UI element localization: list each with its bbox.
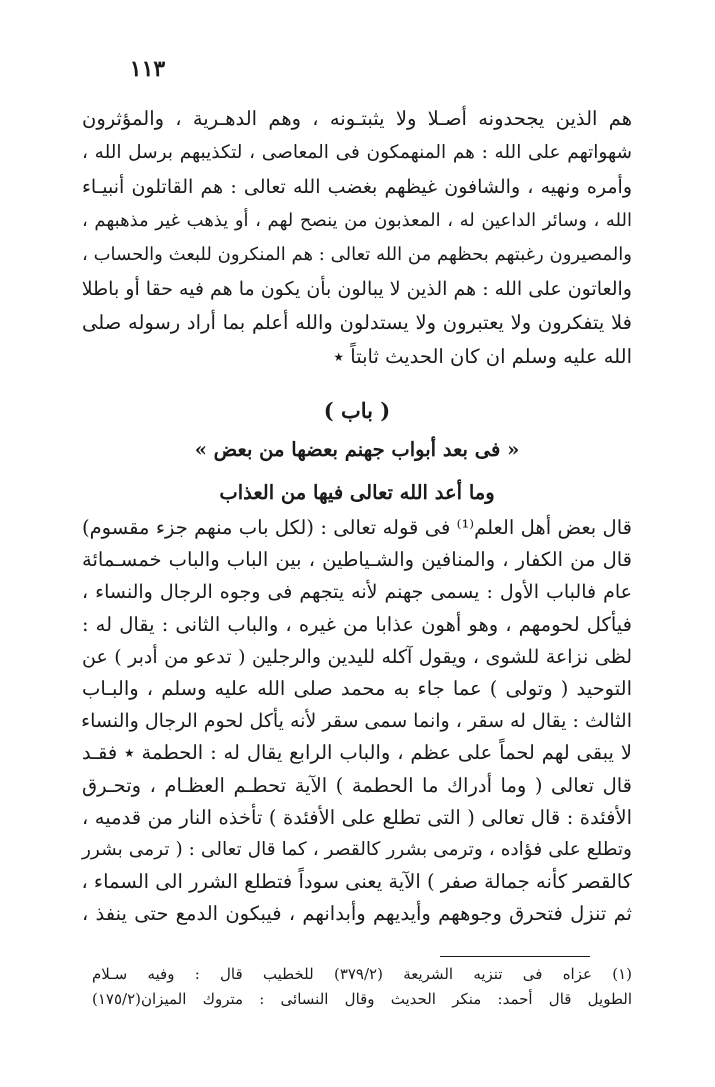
- text-line: قال بعض أهل العلم⁽¹⁾ فى قوله تعالى : (لكل باب منهم جزء مقسوم): [82, 516, 632, 539]
- text-line: عام فالباب الأول : يسمى جهنم لأنه يتجهم فى وجوه الرجال والنساء ،: [82, 581, 632, 604]
- footnote-line: (١) عزاه فى تنزيه الشريعة (٣٧٩/٢) للخطيب قال : وفيه سـلام: [92, 965, 632, 983]
- text-line: قال من الكفار ، والمنافين والشـياطين ، بين الباب والباب خمسـمائة: [82, 548, 632, 572]
- text-line: الأفئدة : قال تعالى ( التى تطلع على الأفئدة ) تأخذه النار من قدميه ،: [82, 805, 632, 829]
- text-line: فلا يتفكرون ولا يعتبرون ولا يستدلون والله أعلم بما أراد رسوله صلى: [82, 311, 632, 334]
- text-line: التوحيد ( وتولى ) عما جاء به محمد صلى الله عليه وسلم ، والبـاب: [82, 676, 632, 700]
- paragraph-1: [82, 102, 632, 374]
- paragraph-2: [82, 512, 632, 930]
- chapter-subtitle: وما أعد الله تعالى فيها من العذاب: [219, 481, 495, 504]
- text-line: الثالث : يقال له سقر ، وانما سمى سقر لأنه يأكل لحوم الرجال والنساء: [81, 710, 632, 733]
- text-line: وأمره ونهيه ، والشافون غيظهم بغضب الله تعالى : هم القاتلون أنبيـاء: [82, 176, 632, 198]
- text-line: والمصيرون رغبتهم بحظهم من الله تعالى : هم المنكرون للبعث والحساب ،: [82, 244, 632, 265]
- footnote: [92, 962, 632, 1012]
- text-line: كالقصر كأنه جمالة صفر ) الآية يعنى سوداً فتطلع الشرر الى السماء ،: [81, 870, 632, 894]
- text-line: فيأكل لحومهم ، وهو أهون عذابا من غيره ، والباب الثانى : يقال له :: [82, 612, 632, 636]
- text-line: قال تعالى ( وما أدراك ما الحطمة ) الآية تحطـم العظـام ، وتحـرق: [82, 773, 632, 797]
- text-line: الله ، وسائر الداعين له ، المعذبون من ينصح لهم ، أو يذهب غير مذهبهم ،: [82, 210, 632, 231]
- text-line: هم الذين يجحدونه أصـلا ولا يثبتـونه ، وهم الدهـرية ، والمؤثرون: [82, 107, 632, 130]
- footnote-line: الطويل قال أحمد: منكر الحديث وقال النسائى : متروك الميزان(١٧٥/٢): [92, 990, 632, 1008]
- text-line: شهواتهم على الله : هم المنهمكون فى المعاصى ، لتكذيبهم برسل الله ،: [82, 142, 632, 163]
- text-line: لا يبقى لهم لحماً على عظم ، والباب الرابع يقال له : الحطمة ٭ فقـد: [82, 741, 632, 765]
- text-line: ثم تنزل فتحرق وجوههم وأيديهم وأبدانهم ، فيبكون الدمع حتى ينفذ ،: [82, 902, 632, 926]
- text-line: الله عليه وسلم ان كان الحديث ثابتاً ٭: [333, 345, 632, 368]
- page-number: ١١٣: [129, 56, 166, 82]
- text-line: لظى نزاعة للشوى ، ويقول آكله لليدين والرجلين ( تدعو من أدبر ) عن: [82, 645, 632, 668]
- text-line: والعاتون على الله : هم الذين لا يبالون بأن يكون ما هم فيه حقا أو باطلا: [81, 278, 632, 300]
- bab-heading: ( باب ): [323, 398, 391, 423]
- text-line: وتطلع على فؤاده ، وترمى بشرر كالقصر ، كما قال تعالى : ( ترمى بشرر: [82, 838, 632, 860]
- chapter-title: « فى بعد أبواب جهنم بعضها من بعض »: [194, 438, 520, 461]
- footnote-divider: [440, 956, 590, 957]
